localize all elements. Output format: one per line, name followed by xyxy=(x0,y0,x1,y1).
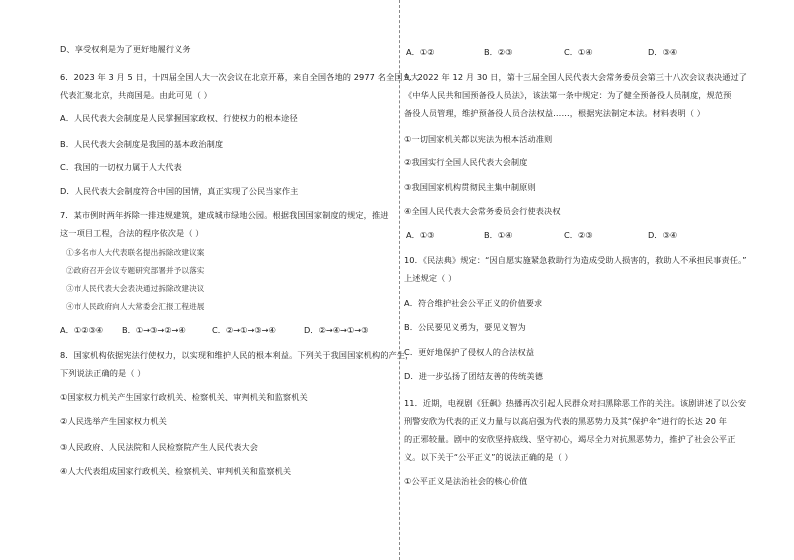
q6-option-c: C．我国的一切权力属于人大代表 xyxy=(60,162,182,172)
q7-option-b: B．①→③→②→④ xyxy=(122,325,186,335)
q10-option-a: A．符合维护社会公平正义的价值要求 xyxy=(404,298,543,308)
q11-stem-line2: 刑警安欣为代表的正义力量与以高启强为代表的黑恶势力及其“保护伞”进行的长达 20 年 xyxy=(404,416,728,426)
q10-option-d: D．进一步弘扬了团结友善的传统美德 xyxy=(404,371,544,381)
q9-item-1: ①一切国家机关都以宪法为根本活动准则 xyxy=(404,134,553,144)
q7-options xyxy=(60,325,368,335)
q8-stem-line2: 下列说法正确的是（ ） xyxy=(60,368,146,378)
q6-option-d: D．人民代表大会制度符合中国的国情，真正实现了公民当家作主 xyxy=(60,186,299,196)
q11-stem-line3: 的正邪较量。剧中的安欣坚持底线、坚守初心，竭尽全力对抗黑恶势力，推护了社会公平正 xyxy=(404,434,736,444)
right-column xyxy=(404,0,748,560)
q7-option-c: C．②→①→③→④ xyxy=(212,325,276,335)
q6-stem-line1: 6．2023 年 3 月 5 日，十四届全国人大一次会议在北京开幕，来自全国各地的 2977 名全国人大 xyxy=(60,72,420,82)
q9-stem-line1: 9．2022 年 12 月 30 日，第十三届全国人民代表大会常务委员会第三十八次会议表决通过了 xyxy=(404,72,748,82)
q8-option-d: D．③④ xyxy=(648,47,678,57)
q8-item-2: ②人民选举产生国家权力机关 xyxy=(60,416,167,426)
q7-item-2: ②政府召开会议专题研究部署并予以落实 xyxy=(66,266,205,275)
q6-option-a: A．人民代表大会制度是人民掌握国家政权、行使权力的根本途径 xyxy=(60,113,298,123)
q9-option-d: D．③④ xyxy=(648,230,678,240)
q11-item-1: ①公平正义是法治社会的核心价值 xyxy=(404,476,528,486)
q9-stem-line2: 《中华人民共和国预备役人员法》，该法第一条中规定：为了健全预备役人员制度，规范预 xyxy=(404,90,732,100)
q10-stem-line2: 上述规定（ ） xyxy=(404,273,457,283)
q5-option-d: D、享受权利是为了更好地履行义务 xyxy=(60,44,191,54)
q9-option-b: B．①④ xyxy=(484,230,513,240)
q10-option-b: B．公民要见义勇为，要见义智为 xyxy=(404,322,526,332)
q8-item-3: ③人民政府、人民法院和人民检察院产生人民代表大会 xyxy=(60,442,259,452)
q8-item-1: ①国家权力机关产生国家行政机关、检察机关、审判机关和监察机关 xyxy=(60,392,308,402)
q8-stem-line1: 8．国家机构依据宪法行使权力，以实现和维护人民的根本利益。下列关于我国国家机构的产生， xyxy=(60,350,414,360)
q11-stem-line1: 11．近期，电视剧《狂飙》热播再次引起人民群众对扫黑除恶工作的关注。该剧讲述了以公安 xyxy=(404,398,747,408)
q8-item-4: ④人大代表组成国家行政机关、检察机关、审判机关和监察机关 xyxy=(60,466,292,476)
q9-option-c: C．②③ xyxy=(564,230,593,240)
q6-stem-line2: 代表汇聚北京，共商国是。由此可见（ ） xyxy=(60,90,212,100)
q8-option-c: C．①④ xyxy=(564,47,593,57)
q9-item-4: ④全国人民代表大会常务委员会行使表决权 xyxy=(404,206,561,216)
q7-option-a: A．①②③④ xyxy=(60,325,104,335)
q9-item-2: ②我国实行全国人民代表大会制度 xyxy=(404,157,528,167)
q6-option-b: B．人民代表大会制度是我国的基本政治制度 xyxy=(60,139,224,149)
q8-option-a: A．①② xyxy=(406,47,435,57)
q8-option-b: B．②③ xyxy=(484,47,513,57)
q9-option-a: A．①③ xyxy=(406,230,435,240)
q7-stem-line2: 这一项目工程，合法的程序依次是（ ） xyxy=(60,228,204,238)
q7-option-d: D．②→④→①→③ xyxy=(304,325,369,335)
q7-stem-line1: 7．某市例时两年拆除一排违规建筑，建成城市绿地公园。根据我国国家制度的规定，推进 xyxy=(60,210,389,220)
left-column xyxy=(60,0,420,560)
q7-item-4: ④市人民政府向人大常委会汇报工程进展 xyxy=(66,302,205,311)
q9-options xyxy=(406,230,677,240)
q9-item-3: ③我国国家机构贯彻民主集中制原则 xyxy=(404,182,536,192)
q10-stem-line1: 10．《民法典》规定：“因自愿实施紧急救助行为造成受助人损害的，救助人不承担民事责任。” xyxy=(404,255,747,265)
q11-stem-line4: 义。以下关于“公平正义”的说法正确的是（ ） xyxy=(404,452,573,462)
q7-item-3: ③市人民代表大会表决通过拆除改建决议 xyxy=(66,284,205,293)
column-divider xyxy=(399,0,400,560)
q8-options xyxy=(406,47,677,57)
q7-item-1: ①多名市人大代表联名提出拆除改建议案 xyxy=(66,248,205,257)
q10-option-c: C．更好地保护了侵权人的合法权益 xyxy=(404,347,535,357)
q9-stem-line3: 备役人员管理，维护预备役人员合法权益……，根据宪法制定本法。材料表明（ ） xyxy=(404,108,706,118)
